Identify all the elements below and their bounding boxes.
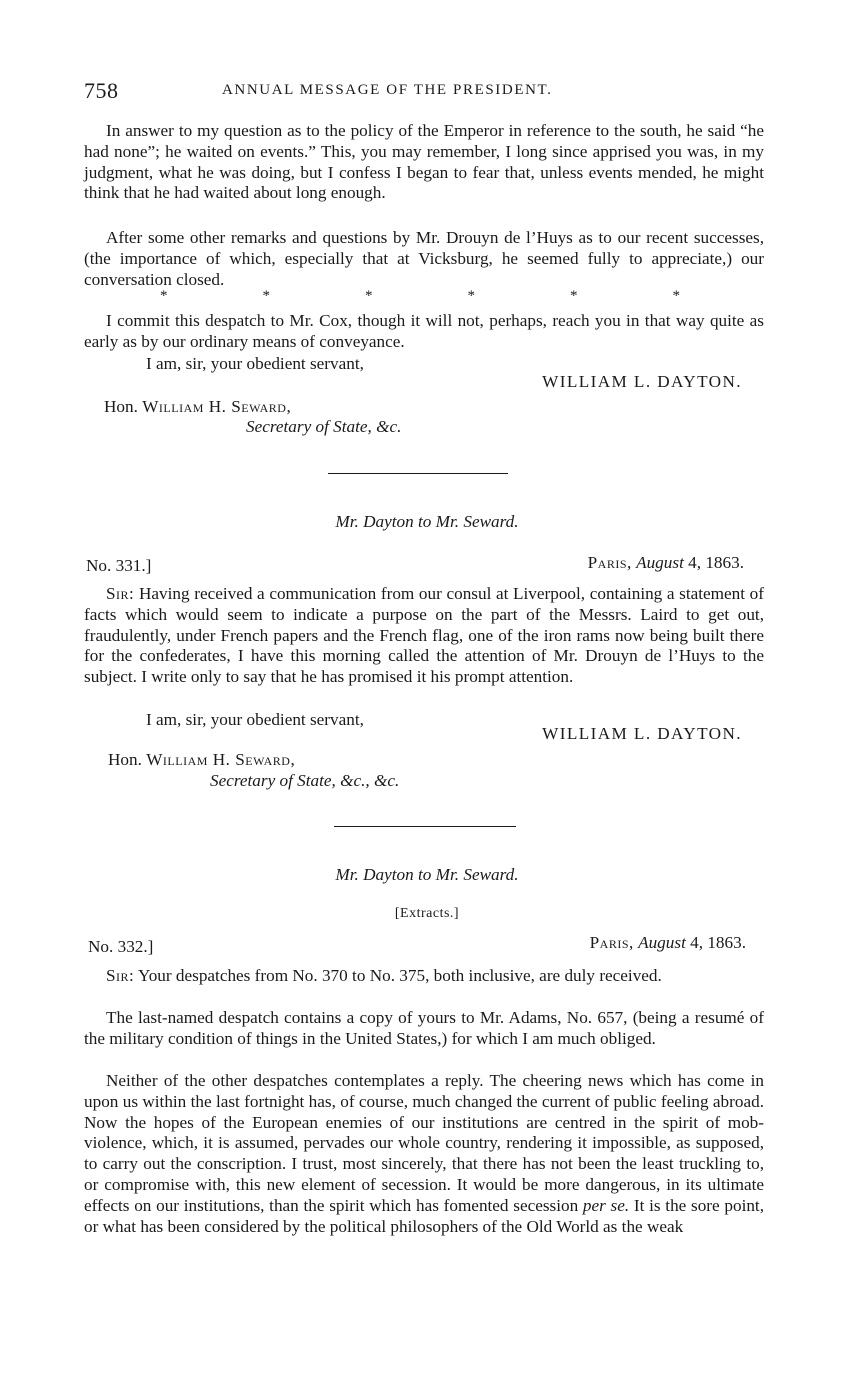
letter3-heading: Mr. Dayton to Mr. Seward. <box>335 865 519 884</box>
letter1-paragraph-2: After some other remarks and questions by Mr. Drouyn de l’Huys as to our recent successes, (the importance of which, especially that at Vicksburg, he seemed fully to appreciate,) our conversation closed. <box>84 228 764 289</box>
letter2-body <box>84 584 764 688</box>
letter2-addressee-title: Secretary of State, &c., &c. <box>210 771 400 790</box>
letter1-addressee <box>104 397 291 417</box>
letter2-addressee <box>108 750 295 770</box>
salutation: Sir: <box>106 966 135 985</box>
letter1-paragraph-1: In answer to my question as to the policy of the Emperor in reference to the south, he said “he had none”; he waited on events.” This, you may remember, I long since apprised you was, in my judgment, what he was doing, but I confess I began to fear that, unless events mended, he might think that he had waited about long enough. <box>84 121 764 203</box>
letter1-addressee-title: Secretary of State, &c. <box>246 417 402 436</box>
letter3-paragraph-2: The last-named despatch contains a copy of yours to Mr. Adams, No. 657, (being a resumé of the military condition of things in the United States,) for which I am much obliged. <box>84 1008 764 1048</box>
letter3-paragraph-3 <box>84 1071 764 1237</box>
letter2-heading: Mr. Dayton to Mr. Seward. <box>335 512 519 531</box>
letter3-number: No. 332.] <box>88 937 154 956</box>
running-title: ANNUAL MESSAGE OF THE PRESIDENT. <box>222 82 553 98</box>
letter3-dateline <box>590 933 746 953</box>
star: * <box>160 288 168 304</box>
dateline-month: August <box>636 553 684 572</box>
letter1-signature: WILLIAM L. DAYTON. <box>542 372 742 391</box>
page-header <box>84 78 764 106</box>
dateline-place: Paris, <box>587 553 632 572</box>
star: * <box>570 288 578 304</box>
letter3-paragraph-1-text: Your despatches from No. 370 to No. 375, both inclusive, are duly received. <box>138 966 662 985</box>
star: * <box>262 288 270 304</box>
star: * <box>672 288 680 304</box>
letter2-dateline <box>588 553 744 573</box>
salutation: Sir: <box>106 584 135 603</box>
star: * <box>467 288 475 304</box>
letter1-paragraph-3: I commit this despatch to Mr. Cox, though it will not, perhaps, reach you in that way quite as early as by our ordinary means of conveyance. <box>84 311 764 351</box>
dateline-place: Paris, <box>589 933 634 952</box>
letter3-paragraph-3-text: Neither of the other despatches contemplates a reply. The cheering news which has come in upon us within the last fortnight has, of course, much changed the current of public feeling abroad. Now the hopes of the European enemies of our institutions are centred in the spirit of mob-violence, which, it is assumed, pervades our whole country, rendering it impossible, as supposed, to carry out the conscription. I trust, most sincerely, that there has not been the least truckling to, or compromise with, this new element of secession. It would be more dangerous, in its ultimate effects on our institutions, than the spirit which has fomented secession <box>84 1071 764 1215</box>
addressee-name: William H. Seward, <box>142 397 292 416</box>
letter1-closing: I am, sir, your obedient servant, <box>146 354 364 373</box>
dateline-day-year: 4, 1863. <box>688 553 744 572</box>
section-divider <box>328 473 508 474</box>
letter3-paragraph-1 <box>84 966 764 987</box>
dateline-day-year: 4, 1863. <box>690 933 746 952</box>
addressee-name: William H. Seward, <box>146 750 296 769</box>
latin-phrase: per se. <box>582 1195 630 1215</box>
letter2-closing: I am, sir, your obedient servant, <box>146 710 364 729</box>
addressee-prefix: Hon. <box>104 397 138 416</box>
addressee-prefix: Hon. <box>108 750 142 769</box>
letter2-body-text: Having received a communication from our consul at Liverpool, containing a statement of facts which would seem to indicate a purpose on the part of the Messrs. Laird to get out, fraudulently, under French papers and the French flag, one of the iron rams now being built there for the confederates, I have this morning called the attention of Mr. Drouyn de l’Huys to the subject. I write only to say that he has promised it his prompt attention. <box>84 584 764 687</box>
star: * <box>365 288 373 304</box>
letter2-signature: WILLIAM L. DAYTON. <box>542 724 742 743</box>
letter3-extracts-note: [Extracts.] <box>394 906 460 921</box>
dateline-month: August <box>638 933 686 952</box>
section-divider <box>334 826 516 827</box>
ellipsis-stars <box>160 288 680 305</box>
page-number: 758 <box>84 78 119 103</box>
letter2-number: No. 331.] <box>86 556 152 575</box>
letter3-paragraph-3-text-cont: It is the sore point, or what has been considered by the political philosophers of the Old World as the weak <box>84 1195 765 1236</box>
